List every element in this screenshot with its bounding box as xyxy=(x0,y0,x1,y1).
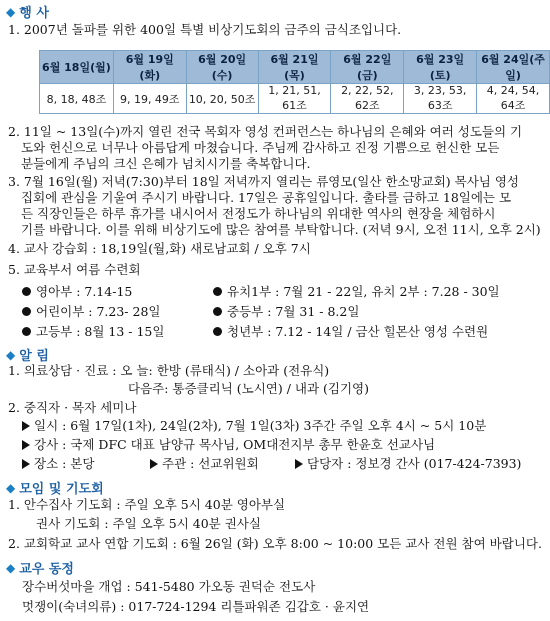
event-item-3-line: 집회에 관심을 기울여 주시기 바랍니다. 17일은 공휴일입니다. 출타를 금하고 18일에는 모 xyxy=(21,190,512,205)
seminar-date-label: 일시 : 6월 17일(1차), 24일(2차), 7월 1일(3차) 3주간 주일 오후 4시 ~ 5시 10분 xyxy=(34,418,487,433)
fasting-date-cell: 6월 20일(수) xyxy=(186,51,258,84)
camp-label: 고등부 : 8월 13 - 15일 xyxy=(36,324,165,339)
meeting-item-1-b: 권사 기도회 : 주일 오후 5시 40분 권사실 xyxy=(36,516,261,531)
bullet-icon xyxy=(22,307,31,316)
bullet-icon xyxy=(213,327,222,336)
diamond-icon: ◆ xyxy=(6,347,16,362)
fasting-group-cell: 1, 21, 51, 61조 xyxy=(258,84,331,114)
seminar-speaker-label: 강사 : 국제 DFC 대표 남양규 목사님, OM대전지부 총무 한윤호 선교사님 xyxy=(34,437,436,452)
arrow-icon xyxy=(22,440,30,450)
diamond-icon: ◆ xyxy=(6,4,16,19)
seminar-speaker xyxy=(22,437,435,452)
event-item-3-line: 기를 바랍니다. 이를 위해 비상기도에 많은 참여를 부탁합니다. (저녁 9시, 오전 11시, 오후 2시) xyxy=(21,222,541,237)
meeting-item-2: 2. 교회학교 교사 연합 기도회 : 6월 26일 (화) 오후 8:00 ~ 10:00 모든 교사 전원 참여 바랍니다. xyxy=(8,536,542,551)
event-item-2-line: 분들에게 주님의 크신 은혜가 넘치시기를 축복합니다. xyxy=(21,156,311,171)
section-header-events xyxy=(6,2,49,21)
section-header-notices xyxy=(6,345,49,364)
notice-item-1: 1. 의료상담 · 진료 : 오 늘: 한방 (류태식) / 소아과 (전유식) xyxy=(8,363,330,378)
seminar-place-label: 장소 : 본당 xyxy=(34,456,95,471)
arrow-icon xyxy=(150,459,158,469)
camp-label: 영아부 : 7.14-15 xyxy=(36,284,133,299)
arrow-icon xyxy=(22,459,30,469)
camp-label: 중등부 : 7월 31 - 8.2일 xyxy=(227,304,360,319)
section-title: 알 림 xyxy=(19,349,49,364)
seminar-organizer-label: 주관 : 선교위원회 xyxy=(162,456,259,471)
arrow-icon xyxy=(22,421,30,431)
seminar-place xyxy=(22,456,94,471)
camp-item xyxy=(213,284,500,299)
event-item-2-line: 2. 11일 ~ 13일(수)까지 열린 전국 목회자 영성 컨퍼런스는 하나님의 은혜와 여러 성도들의 기 xyxy=(8,124,523,139)
fasting-date-cell: 6월 19일(화) xyxy=(113,51,186,84)
camp-label: 청년부 : 7.12 - 14일 / 금산 힐몬산 영성 수련원 xyxy=(227,324,489,339)
fasting-group-cell: 10, 20, 50조 xyxy=(186,84,258,114)
camp-label: 어린이부 : 7.23- 28일 xyxy=(36,304,161,319)
fasting-group-cell: 4, 24, 54, 64조 xyxy=(477,84,550,114)
fasting-date-cell: 6월 21일(목) xyxy=(258,51,331,84)
fasting-date-cell: 6월 18일(월) xyxy=(40,51,114,84)
arrow-icon xyxy=(295,459,303,469)
section-header-member-news xyxy=(6,558,74,577)
camp-label: 유치1부 : 7월 21 - 22일, 유치 2부 : 7.28 - 30일 xyxy=(227,284,500,299)
fasting-table-value-row xyxy=(40,84,550,114)
event-item-2-line: 도와 헌신으로 너무나 아름답게 마쳤습니다. 주님께 감사하고 진정 기쁨으로 헌신한 모든 xyxy=(21,140,500,155)
notice-item-1-next-week: 다음주: 통증클리닉 (노시연) / 내과 (김기영) xyxy=(128,381,369,396)
fasting-date-cell: 6월 24일(주일) xyxy=(477,51,550,84)
seminar-contact-label: 담당자 : 정보경 간사 (017-424-7393) xyxy=(307,456,522,471)
section-title: 교우 동정 xyxy=(19,562,74,577)
fasting-date-cell: 6월 23일(토) xyxy=(404,51,477,84)
event-item-3-line: 3. 7월 16일(월) 저녁(7:30)부터 18일 저녁까지 열리는 류영모(일산 한소망교회) 목사님 영성 xyxy=(8,174,520,189)
section-title: 모임 및 기도회 xyxy=(19,482,104,497)
notice-item-2: 2. 중직자 · 목자 세미나 xyxy=(8,400,137,415)
fasting-group-cell: 3, 23, 53, 63조 xyxy=(404,84,477,114)
bullet-icon xyxy=(22,287,31,296)
camp-item xyxy=(22,324,164,339)
event-item-1: 1. 2007년 돌파를 위한 400일 특별 비상기도회의 금주의 금식조입니다. xyxy=(8,22,402,37)
event-item-5: 5. 교육부서 여름 수련회 xyxy=(8,262,141,277)
bullet-icon xyxy=(213,287,222,296)
seminar-contact xyxy=(295,456,521,471)
section-title: 행 사 xyxy=(19,6,49,21)
seminar-organizer xyxy=(150,456,259,471)
camp-item xyxy=(22,304,160,319)
member-news-item: 장수버섯마을 개업 : 541-5480 가오동 권덕순 전도사 xyxy=(22,579,316,594)
fasting-group-cell: 2, 22, 52, 62조 xyxy=(331,84,404,114)
fasting-table-header-row xyxy=(40,51,550,84)
camp-item xyxy=(22,284,132,299)
fasting-group-cell: 9, 19, 49조 xyxy=(113,84,186,114)
member-news-item: 멋쟁이(숙녀의류) : 017-724-1294 리틀파워존 김갑호 · 윤지연 xyxy=(22,599,370,614)
camp-item xyxy=(213,324,488,339)
bullet-icon xyxy=(22,327,31,336)
diamond-icon: ◆ xyxy=(6,560,16,575)
fasting-date-cell: 6월 22일(금) xyxy=(331,51,404,84)
event-item-4: 4. 교사 강습회 : 18,19일(월,화) 새로남교회 / 오후 7시 xyxy=(8,241,311,256)
event-item-3-line: 든 직장인들은 하루 휴가를 내시어서 전정도가 하나님의 위대한 역사의 현장을 체험하시 xyxy=(21,206,496,221)
camp-item xyxy=(213,304,359,319)
meeting-item-1: 1. 안수집사 기도회 : 주일 오후 5시 40분 영아부실 xyxy=(8,497,286,512)
diamond-icon: ◆ xyxy=(6,480,16,495)
fasting-group-cell: 8, 18, 48조 xyxy=(40,84,114,114)
fasting-table xyxy=(39,50,550,114)
section-header-meetings xyxy=(6,478,104,497)
bullet-icon xyxy=(213,307,222,316)
seminar-date xyxy=(22,418,486,433)
